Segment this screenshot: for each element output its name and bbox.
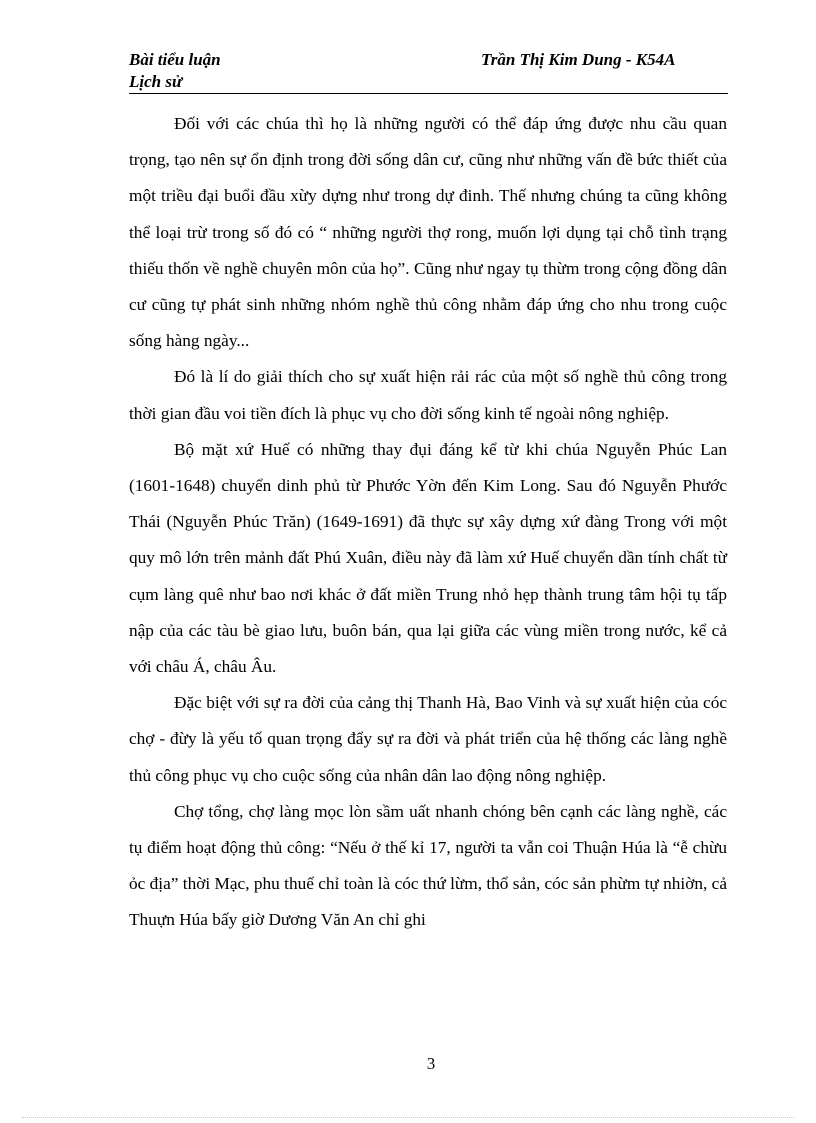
- header-course-line2: Lịch sử: [129, 72, 183, 91]
- paragraph-3: Bộ mặt xứ Huế có những thay đụi đáng kể từ khi chúa Nguyễn Phúc Lan (1601-1648) chuyển dinh phủ từ Phước Yờn đến Kim Long. Sau đó Nguyễn Phước Thái (Nguyễn Phúc Trăn) (1649-1691) đã thực sự xây dựng xứ đàng Trong với một quy mô lớn trên mảnh đất Phú Xuân, điều này đã làm xứ Huế chuyển dần tính chất từ cụm làng quê như bao nơi khác ở đất miền Trung nhỏ hẹp thành trung tâm hội tụ tấp nập của các tàu bè giao lưu, buôn bán, qua lại giữa các vùng miền trong nước, kể cả với châu Á, châu Âu.: [129, 439, 727, 677]
- header-author: Trần Thị Kim Dung - K54A: [481, 50, 676, 69]
- page-number: 3: [426, 1054, 436, 1073]
- header-course-title: [129, 49, 221, 93]
- paragraph-4: Đặc biệt với sự ra đời của cảng thị Thanh Hà, Bao Vinh và sự xuất hiện của cóc chợ - đừy là yếu tố quan trọng đẩy sự ra đời và phát triển của hệ thống các làng nghề thủ công phục vụ cho cuộc sống của nhân dân lao động nông nghiệp.: [129, 693, 727, 785]
- document-body: [129, 106, 727, 939]
- paragraph-2: Đó là lí do giải thích cho sự xuất hiện rải rác của một số nghề thủ công trong thời gian đầu voi tiền đích là phục vụ cho đời sống kinh tế ngoài nông nghiệp.: [129, 367, 727, 423]
- header-divider: [129, 93, 728, 94]
- paragraph-5: Chợ tổng, chợ làng mọc lòn sầm uất nhanh chóng bên cạnh các làng nghề, các tụ điểm hoạt động thủ công: “Nếu ở thế kỉ 17, người ta vẫn coi Thuận Húa là “ễ chừu ỏc địa” thời Mạc, phu thuế chỉ toàn là cóc thứ lừm, thổ sản, cóc sản phừm tự nhiờn, cả Thuựn Húa bấy giờ Dương Văn An chỉ ghi: [129, 801, 727, 930]
- paragraph-1: Đối với các chúa thì họ là những người có thể đáp ứng được nhu cầu quan trọng, tạo nên sự ổn định trong đời sống dân cư, cũng như những vấn đề bức thiết của một triều đại buổi đầu xừy dựng như trong dự đinh. Thế nhưng chúng ta cũng không thể loại trừ trong số đó có “ những người thợ rong, muốn lợi dụng tại chỗ tình trạng thiếu thốn về nghề chuyên môn của họ”. Cũng như ngay tụ thừm trong cộng đồng dân cư cũng tự phát sinh những nhóm nghề thủ công nhằm đáp ứng cho nhu trong cuộc sống hàng ngày...: [129, 114, 727, 351]
- footer-dotted-divider: [22, 1117, 794, 1118]
- header-course-line1: Bài tiểu luận: [129, 50, 221, 69]
